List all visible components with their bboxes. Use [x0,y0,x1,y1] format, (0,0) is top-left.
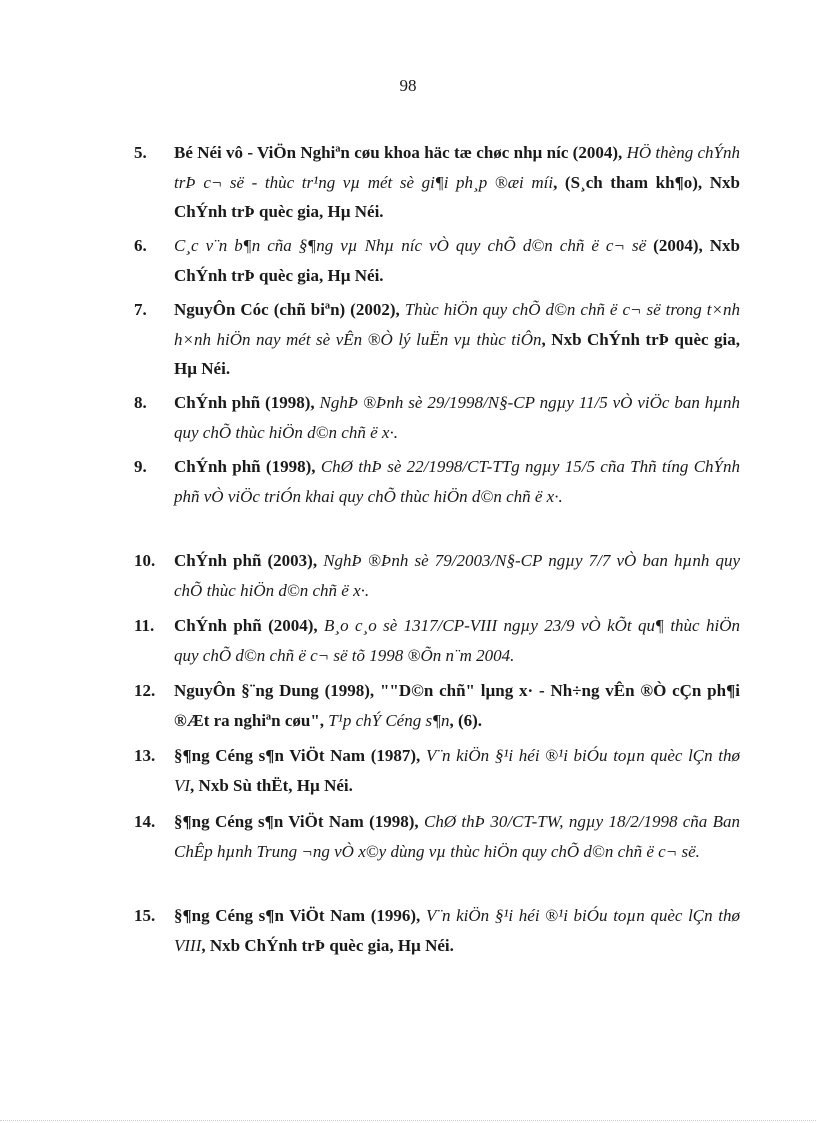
reference-number: 13. [134,746,156,765]
reference-number: 5. [134,143,147,162]
reference-text: §¶ng Céng s¶n ViÖt Nam (1998), ChØ thÞ 30/CT-TW, ngµy 18/2/1998 cña Ban ChÊp hµnh Trung ¬ng vÒ x©y dùng vµ thùc hiÖn quy chÕ d©n chñ ë c¬ së. [174,812,740,861]
reference-text: ChÝnh phñ (2004), B¸o c¸o sè 1317/CP-VIII ngµy 23/9 vÒ kÕt qu¶ thùc hiÖn quy chÕ d©n chñ ë c¬ së tõ 1998 ®Õn n¨m 2004. [174,616,740,665]
reference-number: 9. [134,457,147,476]
reference-number: 11. [134,616,155,635]
reference-text: C¸c v¨n b¶n cña §¶ng vµ Nhµ níc vÒ quy chÕ d©n chñ ë c¬ së (2004), Nxb ChÝnh trÞ quèc gia, Hµ Néi. [174,236,740,285]
reference-text: ChÝnh phñ (1998), NghÞ ®Þnh sè 29/1998/N§-CP ngµy 11/5 vÒ viÖc ban hµnh quy chÕ thùc hiÖn d©n chñ ë x·. [174,393,740,442]
reference-number: 8. [134,393,147,412]
reference-text: ChÝnh phñ (1998), ChØ thÞ sè 22/1998/CT-TTg ngµy 15/5 cña Thñ tíng ChÝnh phñ vÒ viÖc triÓn khai quy chÕ thùc hiÖn d©n chñ ë x·. [174,457,740,506]
reference-item [134,546,740,605]
reference-number: 6. [134,236,147,255]
reference-text: NguyÔn §¨ng Dung (1998), ""D©n chñ" lµng x· - Nh÷ng vÊn ®Ò cÇn ph¶i ®Æt ra nghiªn cøu", T¹p chÝ Céng s¶n, (6). [174,681,740,730]
reference-item [134,676,740,735]
reference-item [134,388,740,447]
reference-number: 7. [134,300,147,319]
page-number: 98 [399,76,417,95]
reference-item [134,901,740,960]
reference-number: 12. [134,681,156,700]
reference-number: 10. [134,551,156,570]
page-bottom-rule [0,1120,816,1121]
reference-text: NguyÔn Cóc (chñ biªn) (2002), Thùc hiÖn quy chÕ d©n chñ ë c¬ së trong t×nh h×nh hiÖn nay mét sè vÊn ®Ò lý luËn vµ thùc tiÔn, Nxb ChÝnh trÞ quèc gia, Hµ Néi. [174,300,740,378]
reference-text: Bé Néi vô - ViÖn Nghiªn cøu khoa häc tæ chøc nhµ níc (2004), HÖ thèng chÝnh trÞ c¬ së - thùc tr¹ng vµ mét sè gi¶i ph¸p ®æi míi, (S¸ch tham kh¶o), Nxb ChÝnh trÞ quèc gia, Hµ Néi. [174,143,741,221]
reference-item [134,138,740,227]
reference-number: 15. [134,906,156,925]
reference-item [134,295,740,384]
reference-text: §¶ng Céng s¶n ViÖt Nam (1987), V¨n kiÖn §¹i héi ®¹i biÓu toµn quèc lÇn thø VI, Nxb Sù thËt, Hµ Néi. [174,746,740,795]
reference-text: §¶ng Céng s¶n ViÖt Nam (1996), V¨n kiÖn §¹i héi ®¹i biÓu toµn quèc lÇn thø VIII, Nxb ChÝnh trÞ quèc gia, Hµ Néi. [174,906,740,955]
reference-item [134,611,740,670]
reference-text: ChÝnh phñ (2003), NghÞ ®Þnh sè 79/2003/N§-CP ngµy 7/7 vÒ ban hµnh quy chÕ thùc hiÖn d©n chñ ë x·. [174,551,740,600]
reference-number: 14. [134,812,156,831]
reference-item [134,741,740,800]
reference-item [134,231,740,290]
reference-item [134,452,740,511]
reference-item [134,807,740,866]
